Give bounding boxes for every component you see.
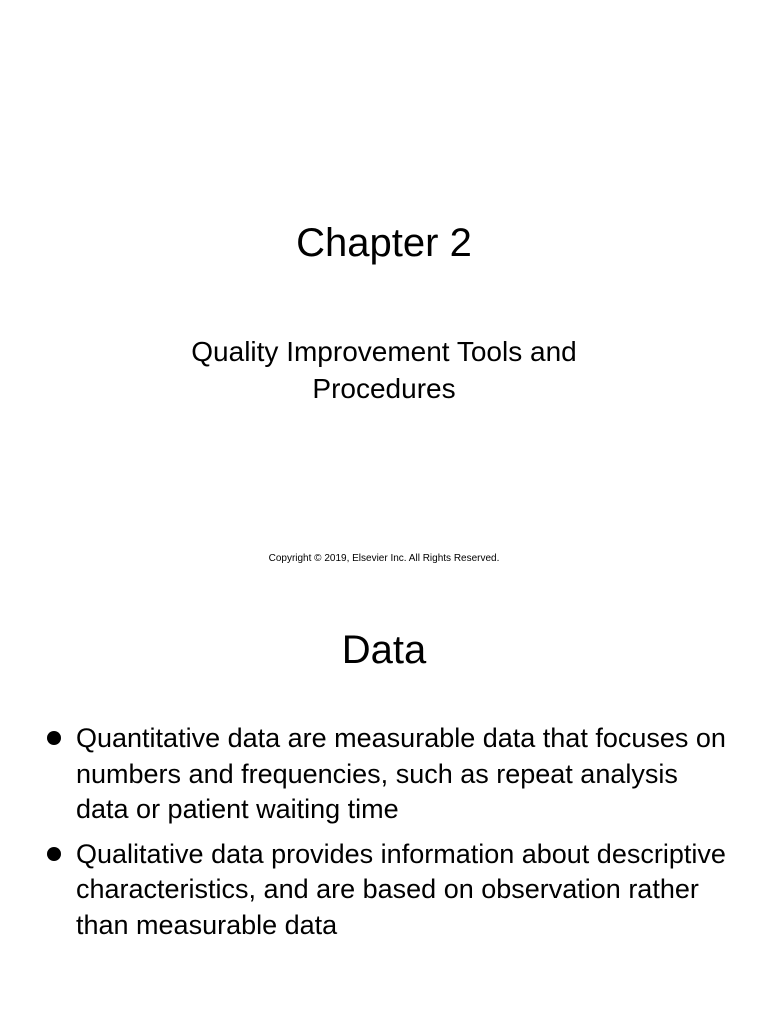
bullet-text: Qualitative data provides information about descriptive characteristics, and are based on observation rather than measurable data [76,838,726,940]
bullet-icon [47,847,61,861]
chapter-title: Chapter 2 [296,221,472,265]
bullet-list [40,721,730,952]
slide-title: Data [341,628,427,672]
bullet-item [40,837,730,944]
bullet-icon [47,731,61,745]
chapter-subtitle: Quality Improvement Tools and Procedures [191,336,577,404]
bullet-item [40,721,730,828]
bullet-text: Quantitative data are measurable data that focuses on numbers and frequencies, such as repeat analysis data or patient waiting time [76,723,726,824]
data-slide [0,576,768,1024]
copyright-notice: Copyright © 2019, Elsevier Inc. All Rights Reserved. [268,553,500,564]
